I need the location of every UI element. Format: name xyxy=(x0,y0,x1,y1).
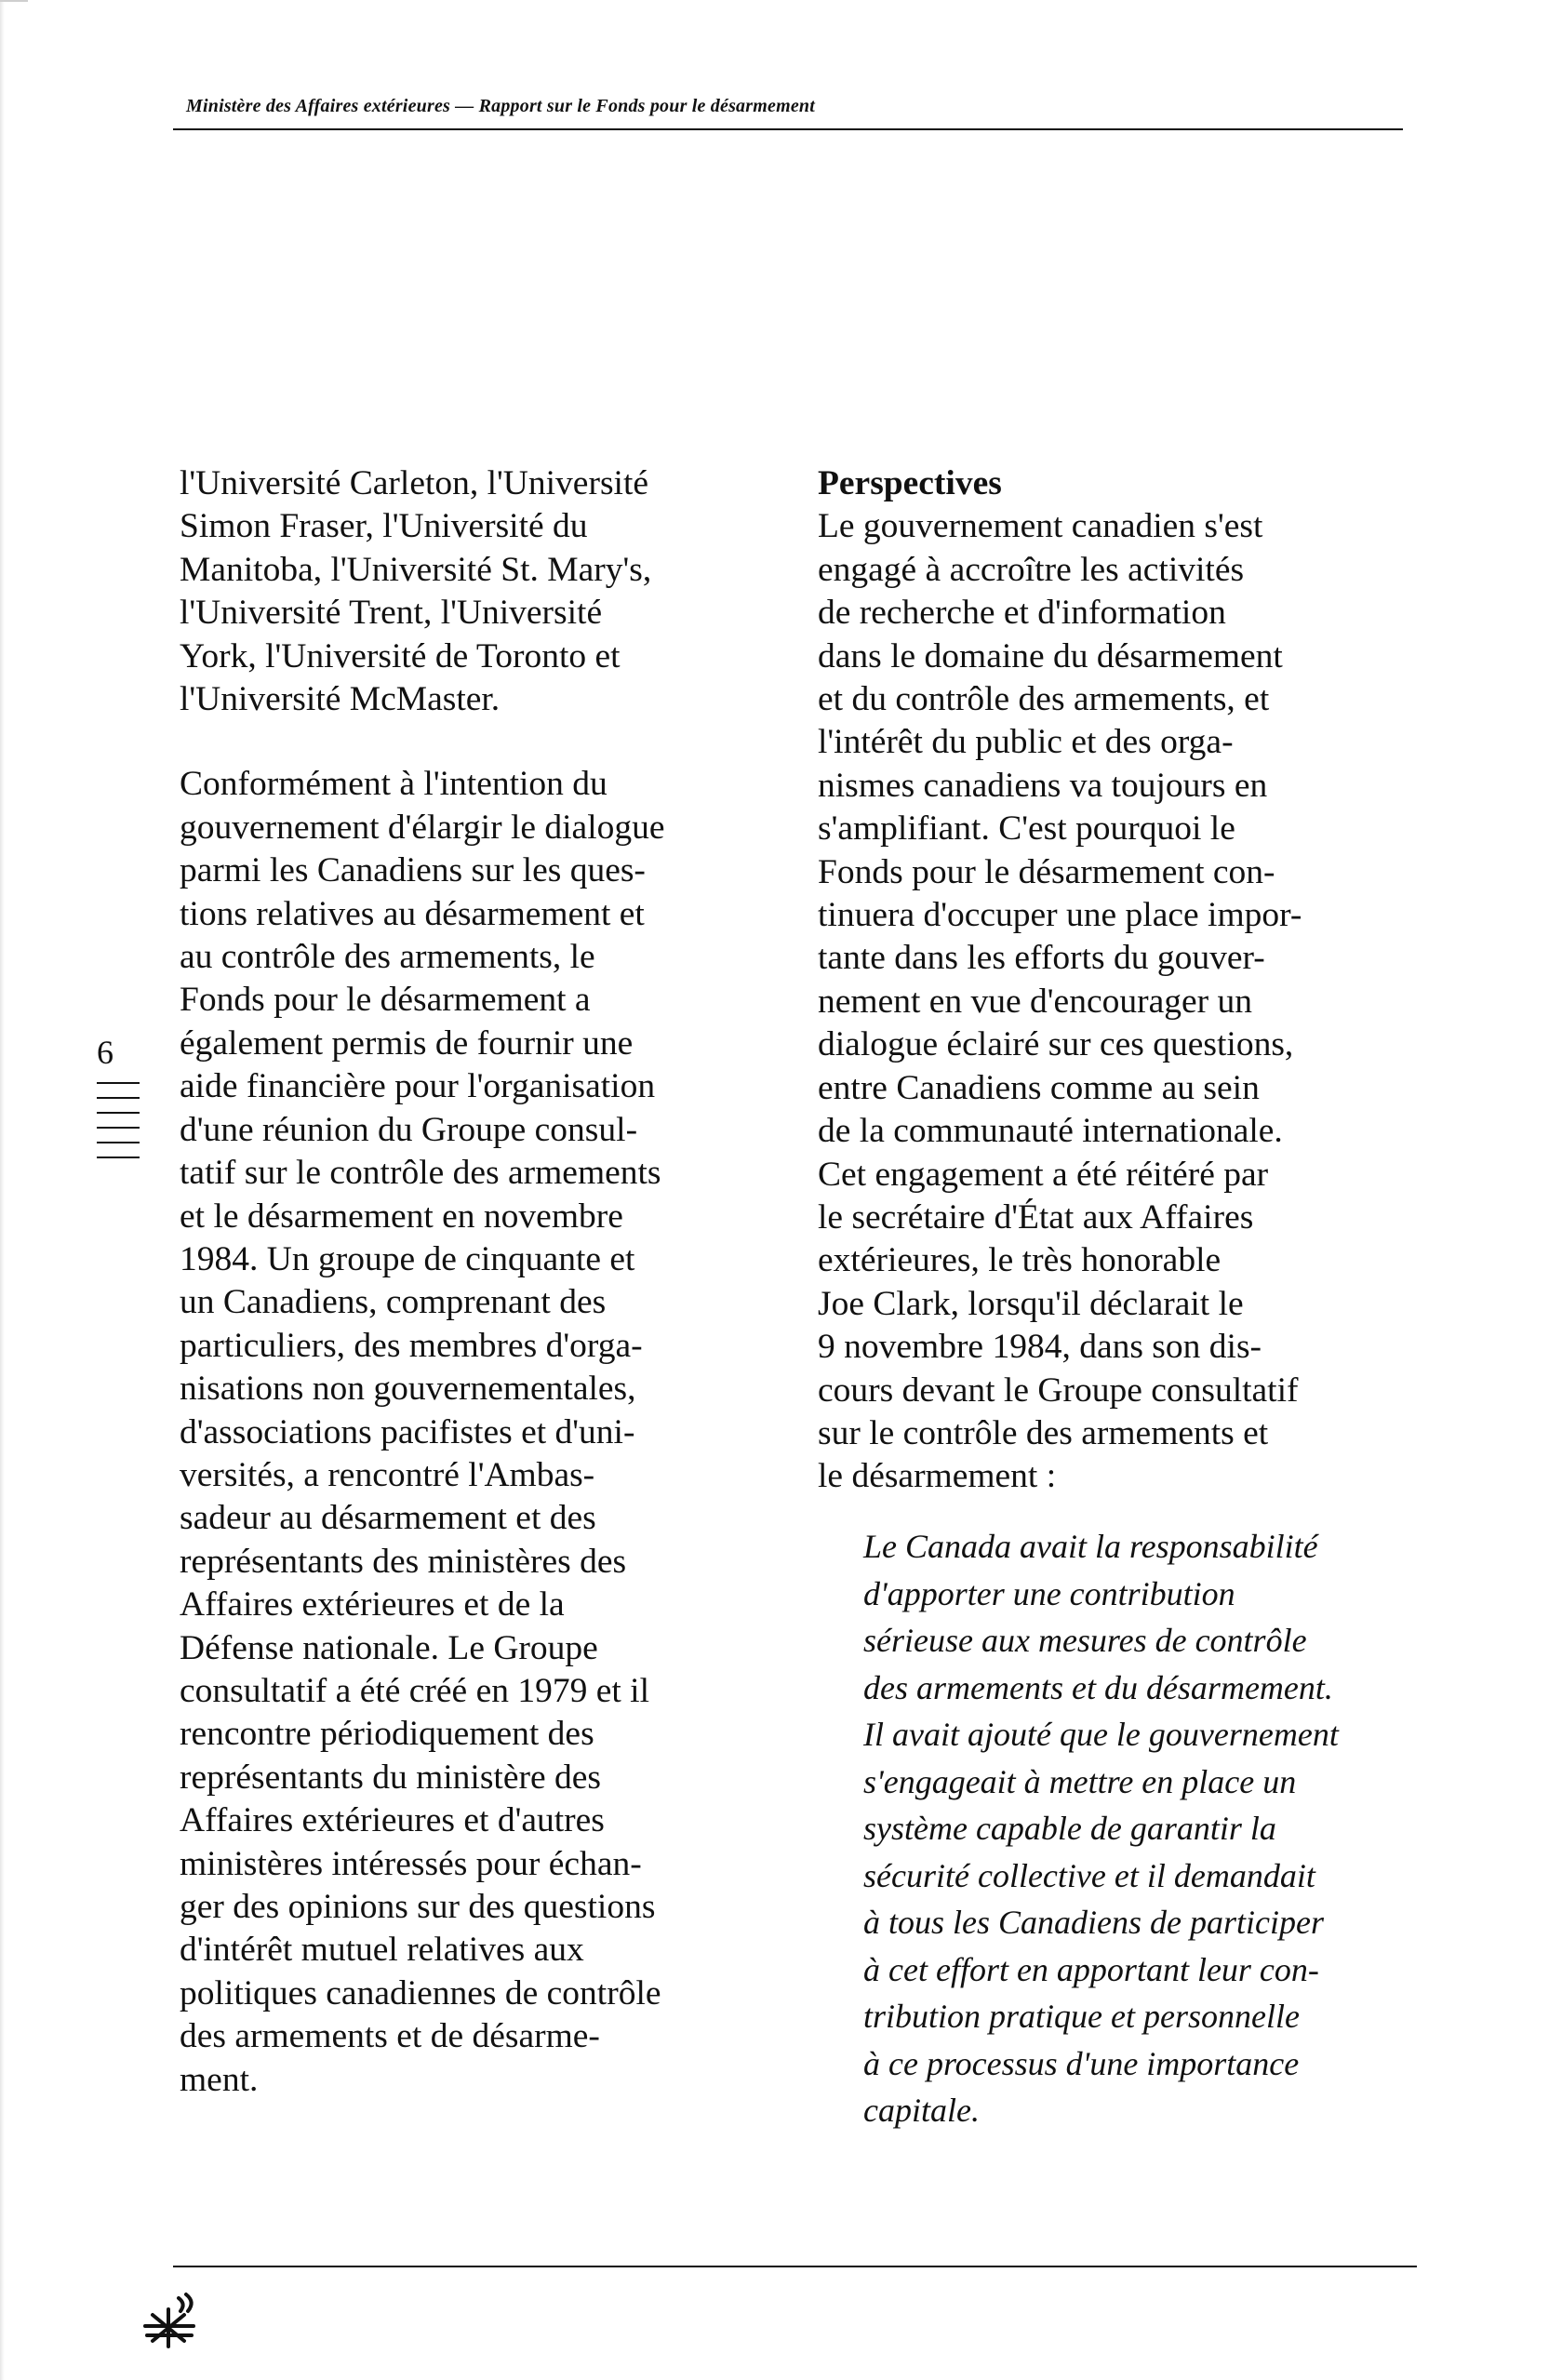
publisher-logo-icon xyxy=(140,2289,205,2354)
bar xyxy=(97,1127,140,1129)
text-line: sadeur au désarmement et des xyxy=(180,1499,596,1538)
text-line: tions relatives au désarmement et xyxy=(180,894,645,933)
quote-line: d'apporter une contribution xyxy=(863,1574,1235,1612)
text-line: Conformément à l'intention du xyxy=(180,765,607,804)
quote-line: capitale. xyxy=(863,2092,980,2129)
text-line: l'Université Carleton, l'Université xyxy=(180,464,649,502)
text-line: York, l'Université de Toronto et xyxy=(180,636,621,675)
text-line: Le gouvernement canadien s'est xyxy=(818,507,1263,546)
text-line: l'intérêt du public et des orga- xyxy=(818,723,1234,762)
text-line: également permis de fournir une xyxy=(180,1023,634,1063)
text-line: engagé à accroître les activités xyxy=(818,550,1245,589)
text-line: nisations non gouvernementales, xyxy=(180,1370,636,1409)
text-line: dans le domaine du désarmement xyxy=(818,636,1283,675)
text-line: consultatif a été créé en 1979 et il xyxy=(180,1671,649,1710)
text-line: représentants du ministère des xyxy=(180,1758,601,1797)
bar xyxy=(97,1082,140,1084)
text-line: 1984. Un groupe de cinquante et xyxy=(180,1239,635,1278)
quote-line: à ce processus d'une importance xyxy=(863,2044,1300,2082)
text-line: 9 novembre 1984, dans son dis- xyxy=(818,1328,1262,1367)
quote-line: s'engageait à mettre en place un xyxy=(863,1762,1297,1800)
text-line: parmi les Canadiens sur les ques- xyxy=(180,851,646,890)
text-line: l'Université Trent, l'Université xyxy=(180,594,603,633)
bar xyxy=(97,1142,140,1143)
text-line: ministères intéressés pour échan- xyxy=(180,1844,642,1883)
quote-line: système capable de garantir la xyxy=(863,1810,1276,1847)
quote-line: tribution pratique et personnelle xyxy=(863,1998,1300,2035)
quote-line: Le Canada avait la responsabilité xyxy=(863,1528,1318,1565)
text-line: nismes canadiens va toujours en xyxy=(818,766,1268,805)
text-line: particuliers, des membres d'orga- xyxy=(180,1326,643,1365)
text-line: le secrétaire d'État aux Affaires xyxy=(818,1197,1254,1237)
text-line: gouvernement d'élargir le dialogue xyxy=(180,808,665,847)
text-line: d'associations pacifistes et d'uni- xyxy=(180,1412,635,1451)
bar xyxy=(97,1112,140,1114)
text-line: politiques canadiennes de contrôle xyxy=(180,1973,661,2012)
quote-line: sécurité collective et il demandait xyxy=(863,1856,1315,1894)
text-line: Affaires extérieures et d'autres xyxy=(180,1801,605,1840)
text-line: ger des opinions sur des questions xyxy=(180,1888,656,1926)
page-number: 6 xyxy=(97,1034,113,1071)
text-line: Cet engagement a été réitéré par xyxy=(818,1155,1269,1194)
quote-line: Il avait ajouté que le gouvernement xyxy=(863,1716,1339,1753)
text-line: tatif sur le contrôle des armements xyxy=(180,1154,661,1193)
text-line: de recherche et d'information xyxy=(818,594,1226,633)
text-line: d'une réunion du Groupe consul- xyxy=(180,1110,638,1149)
page-number-bars xyxy=(97,1082,140,1171)
text-line: s'amplifiant. C'est pourquoi le xyxy=(818,809,1235,849)
text-line: au contrôle des armements, le xyxy=(180,938,595,977)
text-line: cours devant le Groupe consultatif xyxy=(818,1371,1299,1410)
running-header: Ministère des Affaires extérieures — Rapport sur le Fonds pour le désarmement xyxy=(186,96,815,116)
text-line: et du contrôle des armements, et xyxy=(818,680,1270,719)
quote-line: des armements et du désarmement. xyxy=(863,1668,1333,1706)
text-line: Simon Fraser, l'Université du xyxy=(180,507,588,546)
text-line: Défense nationale. Le Groupe xyxy=(180,1628,598,1667)
text-line: d'intérêt mutuel relatives aux xyxy=(180,1931,584,1970)
paragraph-gap xyxy=(180,721,831,763)
text-line: versités, a rencontré l'Ambas- xyxy=(180,1455,595,1494)
text-line: et le désarmement en novembre xyxy=(180,1197,623,1236)
text-line: dialogue éclairé sur ces questions, xyxy=(818,1025,1294,1064)
text-line: tinuera d'occuper une place impor- xyxy=(818,896,1302,935)
right-column xyxy=(818,462,1469,1499)
text-line: des armements et de désarme- xyxy=(180,2017,600,2056)
text-line: Affaires extérieures et de la xyxy=(180,1585,565,1625)
text-line: extérieures, le très honorable xyxy=(818,1241,1222,1280)
text-line: le désarmement : xyxy=(818,1457,1057,1496)
text-line: représentants des ministères des xyxy=(180,1542,627,1581)
text-line: entre Canadiens comme au sein xyxy=(818,1068,1260,1107)
text-line: aide financière pour l'organisation xyxy=(180,1067,656,1106)
text-line: un Canadiens, comprenant des xyxy=(180,1283,607,1322)
text-line: Fonds pour le désarmement a xyxy=(180,981,591,1020)
scan-edge xyxy=(0,0,5,2380)
block-quote xyxy=(863,1523,1440,2134)
text-line: rencontre périodiquement des xyxy=(180,1715,594,1754)
text-line: Manitoba, l'Université St. Mary's, xyxy=(180,550,652,589)
bar xyxy=(97,1157,140,1158)
text-line: tante dans les efforts du gouver- xyxy=(818,939,1265,978)
text-line: Fonds pour le désarmement con- xyxy=(818,852,1275,891)
header-rule xyxy=(173,128,1403,130)
text-line: sur le contrôle des armements et xyxy=(818,1413,1269,1452)
text-line: Joe Clark, lorsqu'il déclarait le xyxy=(818,1284,1244,1323)
text-line: ment. xyxy=(180,2060,259,2099)
quote-line: à cet effort en apportant leur con- xyxy=(863,1950,1319,1988)
bar xyxy=(97,1097,140,1099)
text-line: de la communauté internationale. xyxy=(818,1112,1283,1151)
text-line: nement en vue d'encourager un xyxy=(818,982,1252,1021)
quote-line: sérieuse aux mesures de contrôle xyxy=(863,1622,1307,1659)
quote-line: à tous les Canadiens de participer xyxy=(863,1904,1324,1941)
left-column xyxy=(180,462,831,2102)
footer-rule xyxy=(173,2266,1417,2267)
section-heading: Perspectives xyxy=(818,464,1002,502)
text-line: l'Université McMaster. xyxy=(180,680,501,719)
